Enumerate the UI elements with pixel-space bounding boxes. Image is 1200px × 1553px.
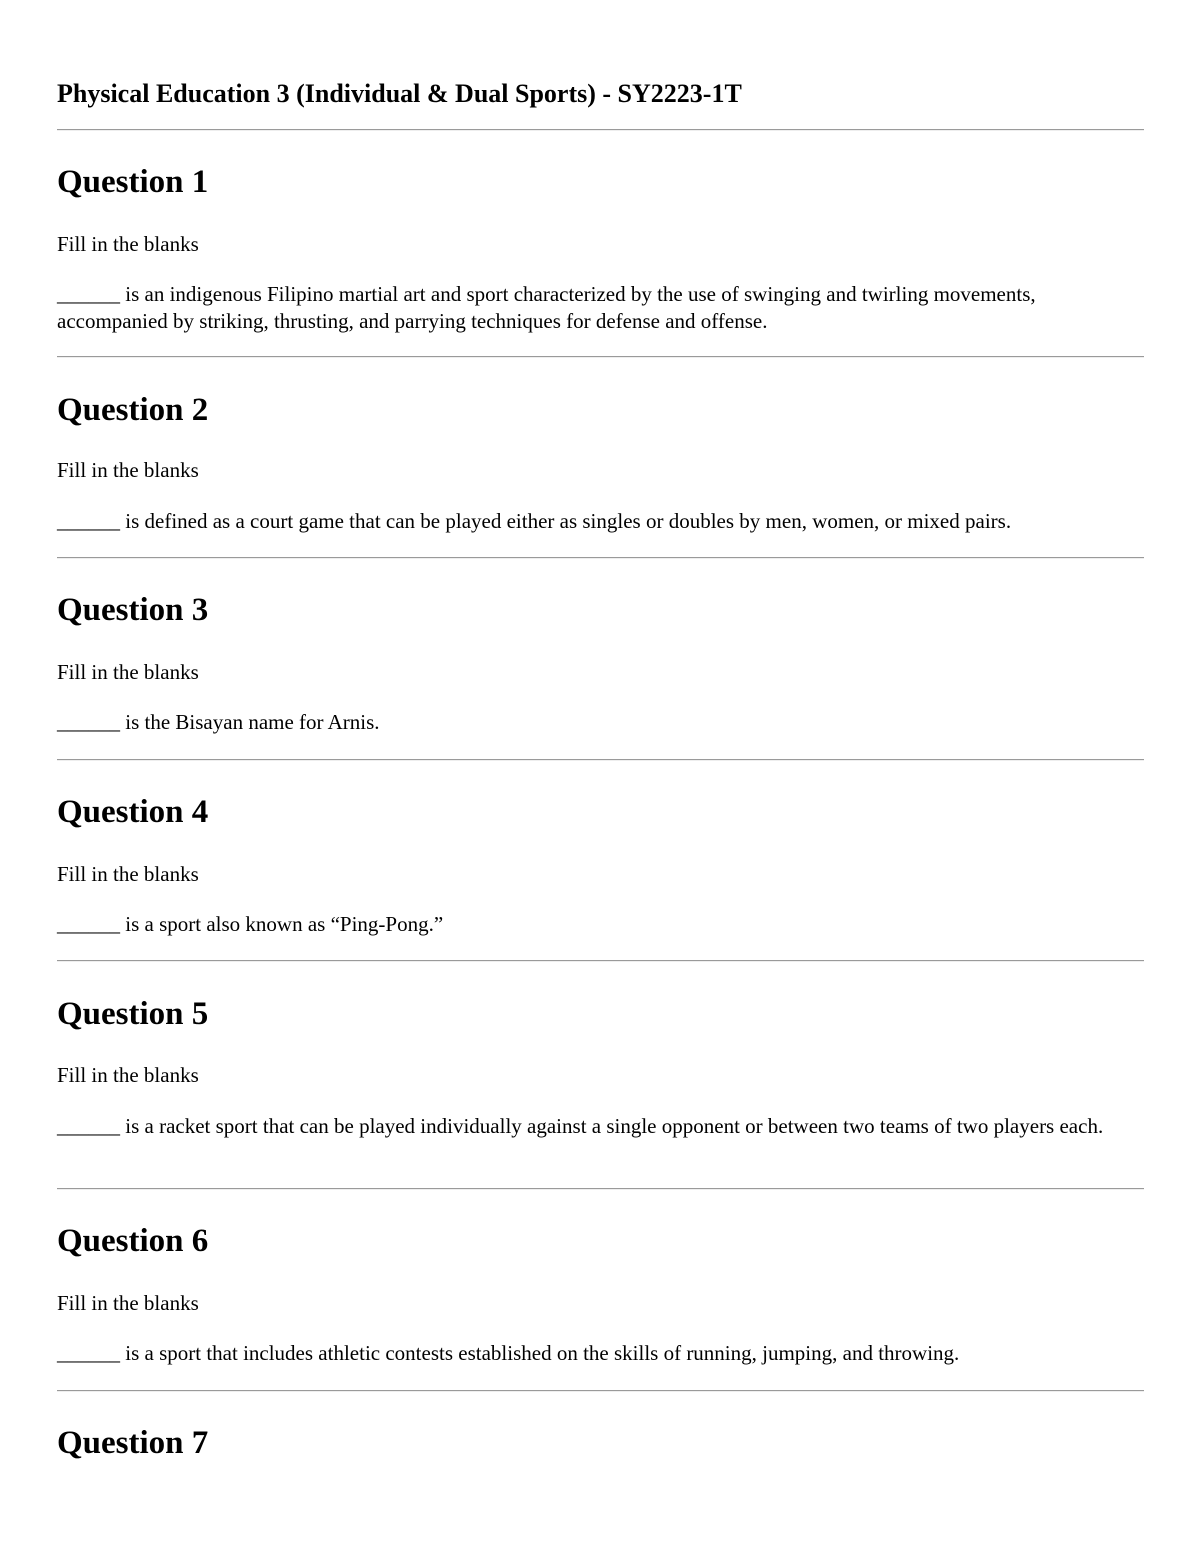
question-heading: Question 5 (57, 996, 209, 1032)
divider (57, 1390, 1144, 1392)
question-instruction: Fill in the blanks (57, 1291, 199, 1315)
divider (57, 557, 1144, 559)
question-instruction: Fill in the blanks (57, 862, 199, 886)
question-heading: Question 6 (57, 1223, 209, 1259)
question-instruction: Fill in the blanks (57, 660, 199, 684)
question-heading: Question 3 (57, 592, 209, 628)
question-heading: Question 4 (57, 794, 209, 830)
question-text: ______ is an indigenous Filipino martial art and sport characterized by the use of swinging and twirling movements, accompanied by striking, thrusting, and parrying techniques for defense and offense. (57, 282, 1036, 333)
question-text: ______ is a sport also known as “Ping-Pong.” (57, 912, 444, 936)
question-text: ______ is defined as a court game that can be played either as singles or doubles by men, women, or mixed pairs. (57, 509, 1012, 533)
document-title: Physical Education 3 (Individual & Dual Sports) - SY2223-1T (57, 79, 742, 108)
question-instruction: Fill in the blanks (57, 1063, 199, 1087)
question-text: ______ is a sport that includes athletic contests established on the skills of running, jumping, and throwing. (57, 1341, 960, 1365)
divider (57, 129, 1144, 131)
divider (57, 759, 1144, 761)
question-heading: Question 2 (57, 392, 209, 428)
question-heading: Question 7 (57, 1425, 209, 1461)
question-instruction: Fill in the blanks (57, 458, 199, 482)
divider (57, 960, 1144, 962)
divider (57, 1188, 1144, 1190)
question-text: ______ is the Bisayan name for Arnis. (57, 710, 380, 734)
question-instruction: Fill in the blanks (57, 232, 199, 256)
question-text: ______ is a racket sport that can be played individually against a single opponent or between two teams of two players each. (57, 1114, 1104, 1138)
question-heading: Question 1 (57, 164, 209, 200)
divider (57, 356, 1144, 358)
